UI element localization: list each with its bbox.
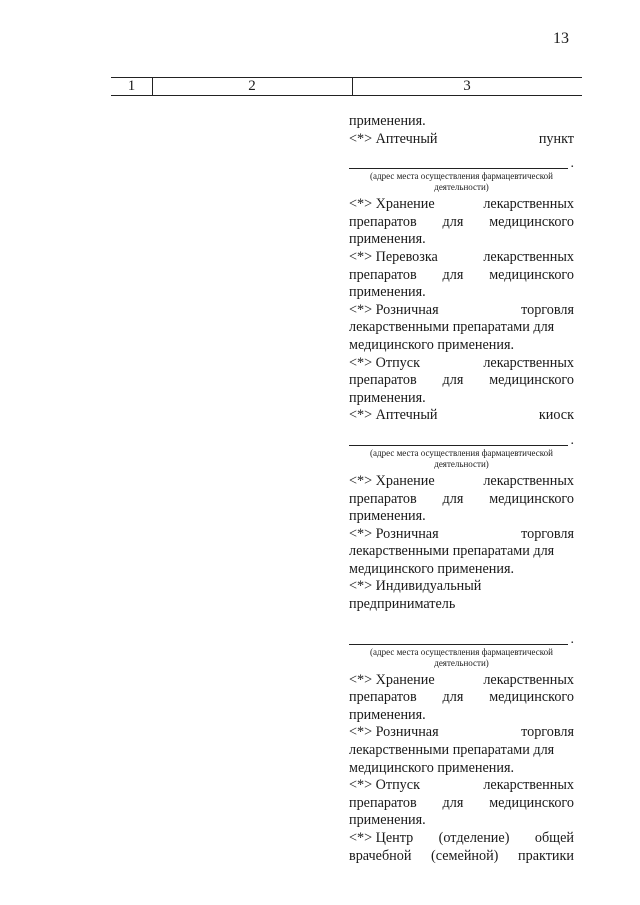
text-line: <*> Перевозка лекарственных xyxy=(349,248,574,265)
text-line: медицинского применения. xyxy=(349,560,515,577)
text-line: <*> Хранение лекарственных xyxy=(349,196,574,213)
text-line: применения. xyxy=(349,113,426,129)
text-line: применения. xyxy=(349,812,426,829)
text-line: препаратов для медицинского xyxy=(349,794,574,811)
text-line: применения. xyxy=(349,284,426,301)
text-line: препаратов для медицинского xyxy=(349,490,574,507)
address-blank-line xyxy=(349,429,568,446)
text-line: <*> Аптечный пункт xyxy=(349,130,574,147)
address-caption: (адрес места осуществления фармацевтической деятельности) xyxy=(370,646,553,668)
text-line: применения. xyxy=(349,508,426,525)
column-number-3: 3 xyxy=(463,78,471,94)
text-line: <*> Отпуск лекарственных xyxy=(349,354,574,371)
text-line: <*> Хранение лекарственных xyxy=(349,671,574,688)
text-line: применения. xyxy=(349,706,426,723)
text-line: <*> Индивидуальный xyxy=(349,578,482,595)
text-line: лекарственными препаратами для xyxy=(349,543,555,560)
text-line: препаратов для медицинского xyxy=(349,372,574,389)
address-caption: (адрес места осуществления фармацевтической деятельности) xyxy=(370,447,553,469)
address-blank-line xyxy=(349,152,568,169)
text-line: <*> Розничная торговля xyxy=(349,724,574,741)
text-line: препаратов для медицинского xyxy=(349,213,574,230)
text-line: <*> Розничная торговля xyxy=(349,301,574,318)
table-bottom-border xyxy=(111,95,582,96)
text-line: препаратов для медицинского xyxy=(349,266,574,283)
text-line: лекарственными препаратами для xyxy=(349,742,555,759)
address-caption: (адрес места осуществления фармацевтической деятельности) xyxy=(370,171,553,193)
text-line: применения. xyxy=(349,231,426,248)
text-line: <*> Хранение лекарственных xyxy=(349,472,574,489)
text-line: медицинского применения. xyxy=(349,759,515,776)
page-number: 13 xyxy=(553,30,569,47)
text-line: <*> Центр (отделение) общей xyxy=(349,830,574,846)
text-line: медицинского применения. xyxy=(349,336,515,353)
text-line: врачебной (семейной) практики xyxy=(349,847,574,864)
text-line: препаратов для медицинского xyxy=(349,689,574,706)
address-blank-line xyxy=(349,628,568,645)
text-line: предприниматель xyxy=(349,596,456,613)
text-line: <*> Розничная торговля xyxy=(349,525,574,542)
text-line: применения. xyxy=(349,389,426,406)
text-line: <*> Отпуск лекарственных xyxy=(349,777,574,794)
column-number-2: 2 xyxy=(248,78,256,94)
text-line: лекарственными препаратами для xyxy=(349,319,555,336)
text-line: <*> Аптечный киоск xyxy=(349,407,574,424)
column-number-1: 1 xyxy=(127,78,136,94)
column-3-content xyxy=(349,113,574,865)
